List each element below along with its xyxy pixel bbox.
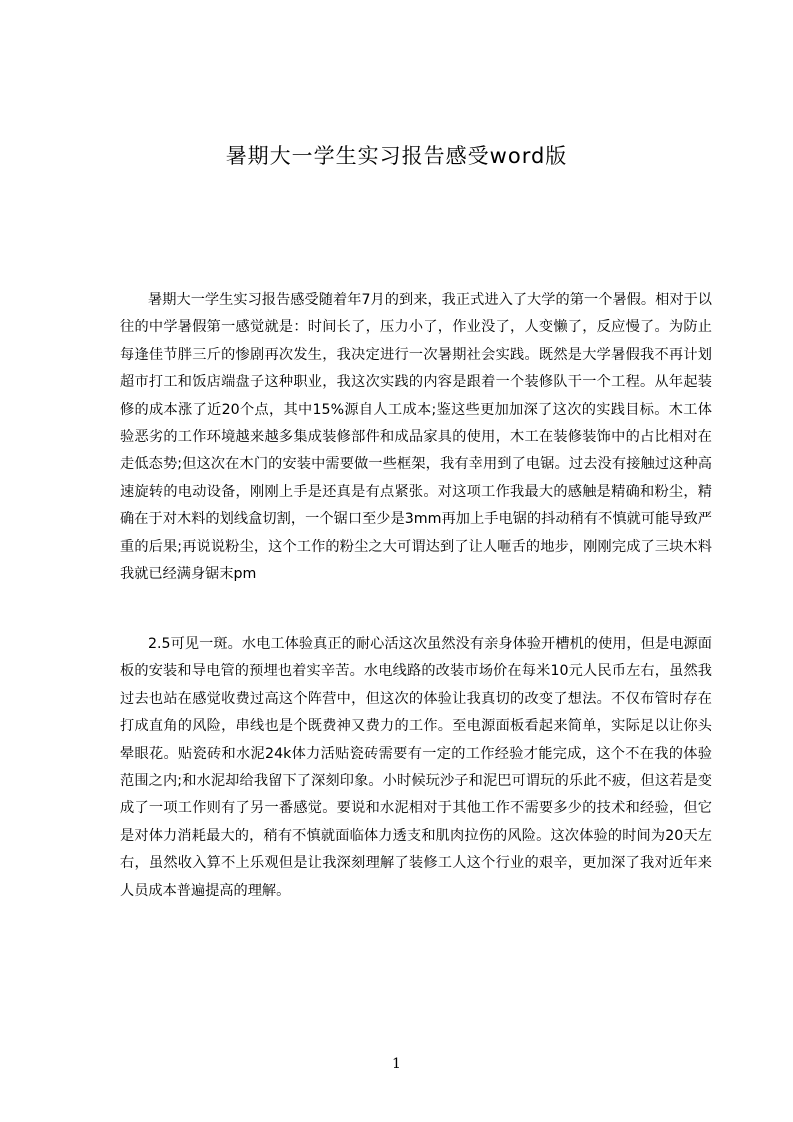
document-title: 暑期大一学生实习报告感受word版 — [225, 144, 568, 168]
body-paragraph-1: 暑期大一学生实习报告感受随着年7月的到来，我正式进入了大学的第一个暑假。相对于以往的中学暑假第一感觉就是：时间长了，压力小了，作业没了，人变懒了，反应慢了。为防止每逢佳节胖三斤的惨剧再次发生，我决定进行一次暑期社会实践。既然是大学暑假我不再计划超市打工和饭店端盘子这种职业，我这次实践的内容是跟着一个装修队干一个工程。从年起装修的成本涨了近20个点，其中15%源自人工成本;鉴这些更加加深了这次的实践目标。木工体验恶劣的工作环境越来越多集成装修部件和成品家具的使用，木工在装修装饰中的占比相对在走低态势;但这次在木门的安装中需要做一些框架，我有幸用到了电锯。过去没有接触过这种高速旋转的电动设备，刚刚上手是还真是有点紧张。对这项工作我最大的感触是精确和粉尘，精确在于对木料的划线盒切割，一个锯口至少是3mm再加上手电锯的抖动稍有不慎就可能导致严重的后果;再说说粉尘，这个工作的粉尘之大可谓达到了让人咂舌的地步，刚刚完成了三块木料我就已经满身锯末pm — [120, 292, 712, 583]
page-number: 1 — [392, 1056, 401, 1072]
body-paragraph-2: 2.5可见一斑。水电工体验真正的耐心活这次虽然没有亲身体验开槽机的使用，但是电源面板的安装和导电管的预埋也着实辛苦。水电线路的改装市场价在每米10元人民币左右，虽然我过去也站在感觉收费过高这个阵营中，但这次的体验让我真切的改变了想法。不仅布管时存在打成直角的风险，串线也是个既费神又费力的工作。至电源面板看起来简单，实际足以让你头晕眼花。贴瓷砖和水泥24k体力活贴瓷砖需要有一定的工作经验才能完成，这个不在我的体验范围之内;和水泥却给我留下了深刻印象。小时候玩沙子和泥巴可谓玩的乐此不疲，但这若是变成了一项工作则有了另一番感觉。要说和水泥相对于其他工作不需要多少的技术和经验，但它是对体力消耗最大的，稍有不慎就面临体力透支和肌肉拉伤的风险。这次体验的时间为20天左右，虽然收入算不上乐观但是让我深刻理解了装修工人这个行业的艰辛，更加深了我对近年来人员成本普遍提高的理解。 — [120, 636, 712, 899]
